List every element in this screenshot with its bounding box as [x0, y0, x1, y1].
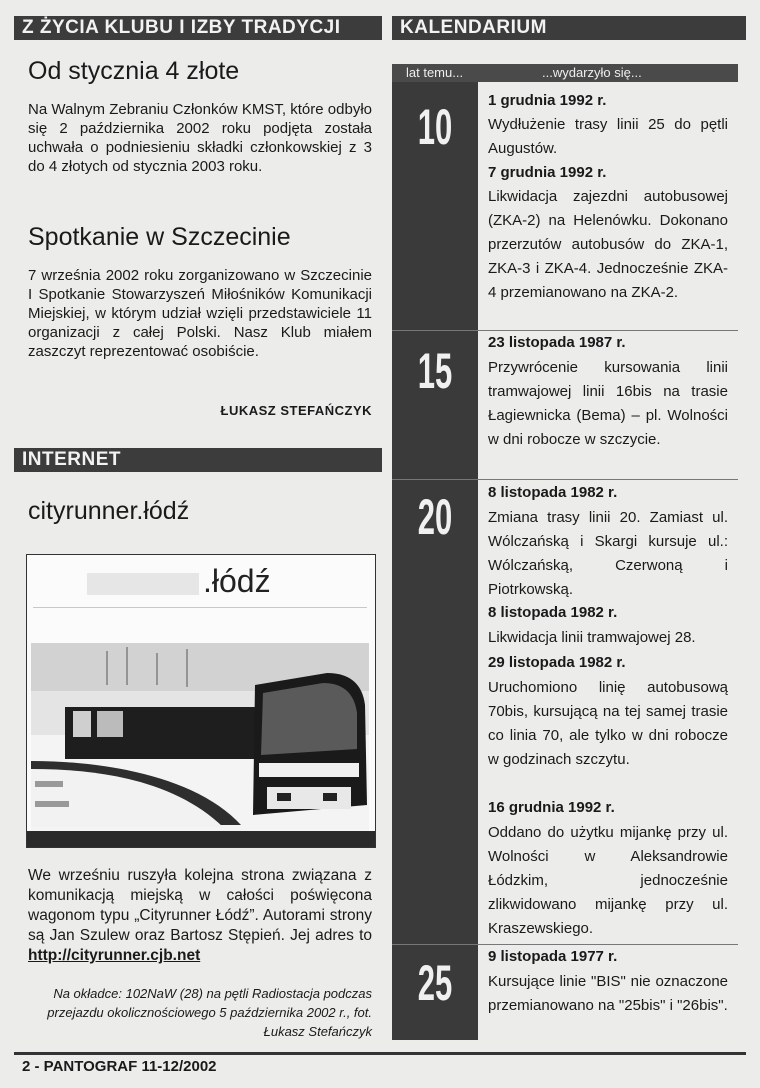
article-title-meeting: Spotkanie w Szczecinie — [28, 223, 291, 251]
event-date: 29 listopada 1982 r. — [488, 654, 626, 671]
footer-issue: 2 - PANTOGRAF 11-12/2002 — [22, 1058, 217, 1075]
years-ago-10: 10 — [417, 99, 453, 155]
event-date: 8 listopada 1982 r. — [488, 484, 618, 501]
calendar-header-events: ...wydarzyło się... — [542, 65, 642, 80]
event-date: 16 grudnia 1992 r. — [488, 799, 615, 816]
article-body-cityrunner — [28, 866, 372, 966]
event-text: Uruchomiono linię autobusową 70bis, kursującą na tej samej trasie co linia 70, ale tylko w dni robocze w godzinach szczytu. — [488, 679, 728, 768]
section-header-internet: INTERNET — [14, 448, 382, 472]
section-header-club: Z ŻYCIA KLUBU I IZBY TRADYCJI — [14, 16, 382, 40]
website-logo: .łódź — [203, 563, 271, 599]
event-text: Likwidacja zajezdni autobusowej (ZKA-2) na Helenówku. Dokonano przerzutów autobusów do ZKA-1, ZKA-3 i ZKA-4. Jednocześnie ZKA-4 przemianowano na ZKA-2. — [488, 188, 728, 301]
event-date: 1 grudnia 1992 r. — [488, 92, 607, 109]
calendar-separator — [392, 479, 738, 480]
tram-photo-illustration — [27, 555, 375, 847]
calendar-header — [392, 64, 738, 82]
event-text: Likwidacja linii tramwajowej 28. — [488, 629, 696, 646]
cityrunner-link[interactable]: http://cityrunner.cjb.net — [28, 947, 201, 964]
calendar-separator — [392, 330, 738, 331]
event-text: Wydłużenie trasy linii 25 do pętli Augustów. — [488, 116, 728, 157]
article-title-fee: Od stycznia 4 złote — [28, 57, 240, 85]
footer-rule — [14, 1052, 746, 1055]
event-date: 9 listopada 1977 r. — [488, 948, 618, 965]
section-header-calendar: KALENDARIUM — [392, 16, 746, 40]
years-ago-20: 20 — [417, 489, 453, 545]
event-text: Oddano do użytku mijankę przy ul. Wolności w Aleksandrowie Łódzkim, jednocześnie zlikwidowano mijankę przy ul. Kraszewskiego. — [488, 824, 728, 937]
website-side-label-2 — [35, 801, 69, 807]
article-body-meeting: 7 września 2002 roku zorganizowano w Szczecinie I Spotkanie Stowarzyszeń Miłośników Komunikacji Miejskiej, w którym udział wzięli przedstawiciele 11 organizacji z całej Polski. Nasz Klub miałem zaszczyt reprezentować osobiście. — [28, 267, 372, 360]
years-ago-15: 15 — [417, 343, 453, 399]
event-date: 23 listopada 1987 r. — [488, 334, 626, 351]
years-ago-25: 25 — [417, 955, 453, 1011]
article-body-fee: Na Walnym Zebraniu Członków KMST, które odbyło się 2 października 2002 roku podjęta została uchwała o podniesieniu składki członkowskiej z 3 do 4 złotych od stycznia 2003 roku. — [28, 101, 372, 175]
article-author: ŁUKASZ STEFAŃCZYK — [220, 403, 372, 418]
article-title-cityrunner: cityrunner.łódź — [28, 497, 190, 525]
cityrunner-description: We wrześniu ruszyła kolejna strona związana z komunikacją miejską w całości poświęcona wagonom typu „Cityrunner Łódź”. Autorami strony są Jan Szulew oraz Bartosz Stępień. Jej adres to — [28, 867, 372, 944]
cover-caption: Na okładce: 102NaW (28) na pętli Radiostacja podczas przejazdu okolicznościowego 5 października 2002 r., fot. Łukasz Stefańczyk — [47, 986, 372, 1039]
event-text: Zmiana trasy linii 20. Zamiast ul. Wólczańską i Skargi kursuje ul.: Wólczańską, Czerwoną i Piotrkowską. — [488, 509, 728, 598]
event-date: 8 listopada 1982 r. — [488, 604, 618, 621]
event-text: Przywrócenie kursowania linii tramwajowej linii 16bis na trasie Łagiewnicka (Bema) – pl. Wolności w dni robocze w szczycie. — [488, 359, 728, 448]
calendar-header-years: lat temu... — [406, 65, 464, 80]
calendar-separator — [392, 944, 738, 945]
website-screenshot-photo — [26, 554, 376, 848]
website-side-label-1 — [35, 781, 63, 787]
event-date: 7 grudnia 1992 r. — [488, 164, 607, 181]
event-text: Kursujące linie "BIS" nie oznaczone przemianowano na "25bis" i "26bis". — [488, 973, 728, 1014]
